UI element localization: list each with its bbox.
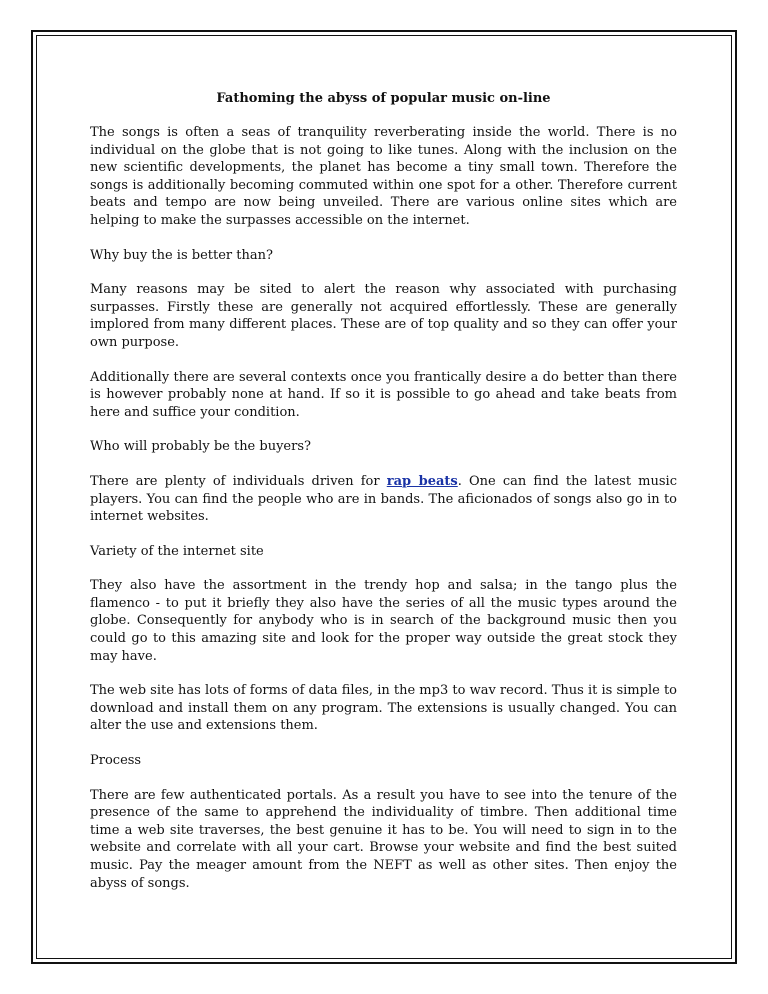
paragraph-intro: The songs is often a seas of tranquility reverberating inside the world. There is no individual on the globe that is not going to like tunes. Along with the inclusion on the new scientific developments, the planet has become a tiny small town. Therefore the songs is additionally becoming commuted within one spot for a other. Therefore current beats and tempo are now being unveiled. There are various online sites which are helping to make the surpasses accessible on the internet. — [90, 125, 677, 228]
page-title: Fathoming the abyss of popular music on-line — [216, 91, 551, 106]
paragraph-file-types: The web site has lots of forms of data files, in the mp3 to wav record. Thus it is simple to download and install them on any program. The extensions is usually changed. You can alter the use and extensions them. — [90, 683, 677, 734]
heading-process: Process — [90, 753, 142, 769]
paragraph-process: There are few authenticated portals. As a result you have to see into the tenure of the presence of the same to apprehend the individuality of timbre. Then additional time time a web site traverses, the best genuine it has to be. You will need to sign in to the website and correlate with all your cart. Browse your website and find the best suited music. Pay the meager amount from the NEFT as well as other sites. Then enjoy the abyss of songs. — [90, 787, 677, 891]
document-body — [90, 90, 677, 909]
heading-buyers: Who will probably be the buyers? — [90, 439, 311, 455]
paragraph-buyers — [90, 473, 677, 526]
heading-why-buy: Why buy the is better than? — [90, 247, 273, 263]
paragraph-buyers-after: . One can find the latest music players. You can find the people who are in bands. The aficionados of songs also go in to internet websites. — [90, 473, 677, 525]
paragraph-reasons: Many reasons may be sited to alert the reason why associated with purchasing surpasses. Firstly these are generally not acquired effortlessly. These are generally implored from many different places. These are of top quality and so they can offer your own purpose. — [90, 282, 677, 350]
paragraph-assortment: They also have the assortment in the trendy hop and salsa; in the tango plus the flamenco - to put it briefly they also have the series of all the music types around the globe. Consequently for anybody who is in search of the background music then you could go to this amazing site and look for the proper way outside the great stock they may have. — [90, 578, 677, 664]
paragraph-contexts: Additionally there are several contexts once you frantically desire a do better than there is however probably none at hand. If so it is possible to go ahead and take beats from here and suffice your condition. — [90, 369, 677, 420]
heading-variety: Variety of the internet site — [90, 543, 264, 559]
rap-beats-link[interactable]: rap beats — [386, 473, 458, 489]
paragraph-buyers-before: There are plenty of individuals driven for — [90, 473, 387, 489]
